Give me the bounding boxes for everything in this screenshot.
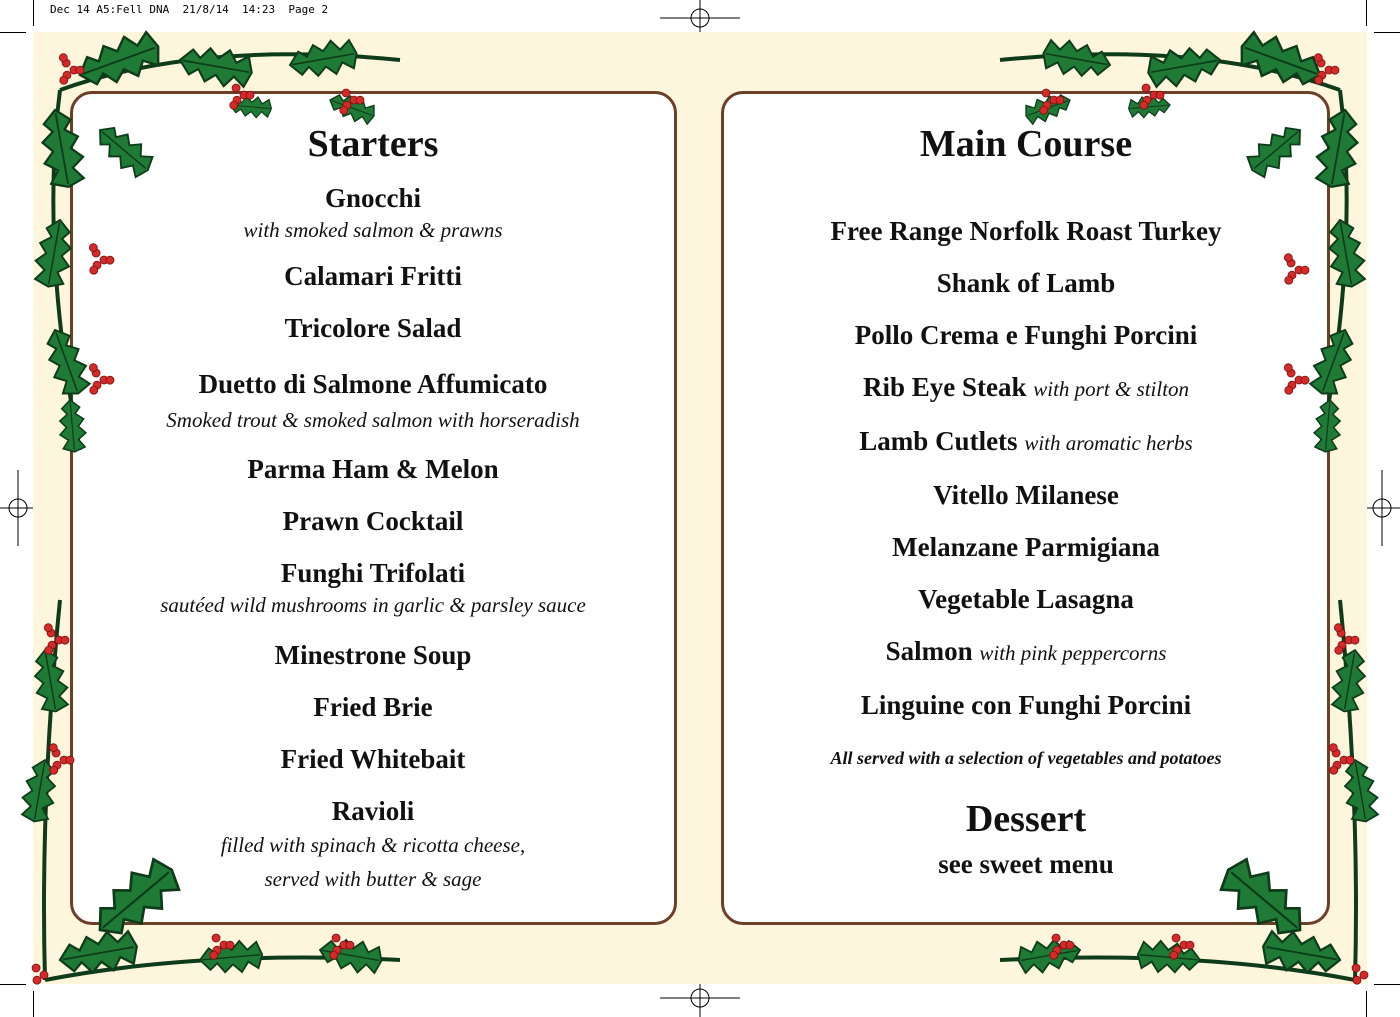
main-course-title: Main Course	[919, 123, 1133, 165]
holly-berry-icon	[356, 96, 364, 104]
menu-item-roast-turkey: Free Range Norfolk Roast Turkey	[830, 216, 1222, 246]
holly-berry-icon	[1172, 934, 1180, 942]
holly-berry-icon	[246, 91, 254, 99]
holly-berry-icon	[1351, 636, 1359, 644]
menu-item-minestrone-soup: Minestrone Soup	[274, 640, 472, 670]
menu-item-ravioli: Ravioli	[331, 796, 415, 826]
holly-leaf-icon	[1016, 935, 1083, 977]
holly-berry-icon	[1335, 646, 1343, 654]
holly-berry-icon	[232, 84, 240, 92]
holly-berry-icon	[1066, 941, 1074, 949]
holly-berry-icon	[40, 971, 48, 979]
menu-item-melanzane-parmigiana: Melanzane Parmigiana	[892, 532, 1160, 562]
holly-leaf-icon	[287, 37, 359, 82]
holly-berry-icon	[1331, 66, 1339, 74]
menu-item-gnocchi: Gnocchi	[324, 183, 421, 213]
holly-berry-icon	[332, 934, 340, 942]
menu-item-vegetable-lasagna: Vegetable Lasagna	[918, 584, 1134, 614]
holly-berry-icon	[1329, 744, 1337, 752]
holly-berry-icon	[76, 66, 84, 74]
holly-berry-icon	[330, 951, 338, 959]
holly-leaf-icon	[1235, 27, 1327, 95]
starters-title: Starters	[307, 123, 439, 165]
holly-leaf-icon	[30, 647, 72, 714]
holly-leaf-icon	[32, 217, 77, 289]
holly-berry-icon	[1170, 951, 1178, 959]
holly-leaf-icon	[73, 27, 165, 95]
holly-leaf-icon	[1323, 217, 1368, 289]
menu-item-duetto-di-salmone: Duetto di Salmone Affumicato	[198, 369, 548, 399]
menu-item-prawn-cocktail: Prawn Cocktail	[282, 506, 464, 536]
holly-berry-icon	[1315, 76, 1323, 84]
holly-berry-icon	[60, 76, 68, 84]
holly-berry-icon	[1353, 976, 1361, 984]
holly-berry-icon	[212, 934, 220, 942]
holly-berry-icon	[1142, 84, 1150, 92]
print-slug: Dec 14 A5:Fell DNA 21/8/14 14:23 Page 2	[50, 3, 329, 16]
holly-berry-icon	[50, 766, 58, 774]
holly-berry-icon	[49, 744, 57, 752]
holly-berry-icon	[346, 941, 354, 949]
holly-berry-icon	[1352, 964, 1360, 972]
menu-item-linguine: Linguine con Funghi Porcini	[860, 690, 1192, 720]
holly-leaf-icon	[1040, 37, 1112, 82]
holly-berry-icon	[1042, 89, 1050, 97]
holly-leaf-icon	[177, 42, 255, 90]
menu-item-fried-whitebait: Fried Whitebait	[280, 744, 466, 774]
holly-berry-icon	[1360, 971, 1368, 979]
menu-item-rib-eye-steak	[724, 370, 1328, 406]
holly-berry-icon	[61, 636, 69, 644]
holly-berry-icon	[33, 976, 41, 984]
holly-leaf-icon	[1145, 42, 1223, 90]
holly-berry-icon	[1040, 106, 1048, 114]
item-description: filled with spinach & ricotta cheese,	[220, 833, 526, 857]
menu-item-funghi-trifolati: Funghi Trifolati	[280, 558, 466, 588]
menu-item-salmon	[724, 634, 1328, 670]
item-description: with port & stilton	[1033, 377, 1190, 401]
menu-item-calamari-fritti: Calamari Fritti	[284, 261, 462, 291]
menu-item-fried-brie: Fried Brie	[313, 692, 433, 722]
holly-berry-icon	[59, 54, 67, 62]
item-description: Smoked trout & smoked salmon with horseradish	[166, 408, 580, 432]
holly-berry-icon	[1346, 756, 1354, 764]
item-name: Lamb Cutlets	[859, 426, 1018, 456]
item-name: Salmon	[885, 636, 973, 666]
menu-item-tricolore-salad: Tricolore Salad	[284, 313, 462, 343]
accompaniment-note: All served with a selection of vegetables and potatoes	[830, 748, 1222, 768]
holly-berry-icon	[1050, 951, 1058, 959]
menu-item-shank-of-lamb: Shank of Lamb	[936, 268, 1116, 298]
item-description: served with butter & sage	[264, 867, 482, 891]
item-name: Rib Eye Steak	[862, 372, 1027, 402]
holly-berry-icon	[230, 101, 238, 109]
holly-leaf-icon	[1329, 647, 1371, 714]
menu-item-vitello-milanese: Vitello Milanese	[933, 480, 1119, 510]
holly-leaf-icon	[1340, 757, 1382, 824]
holly-berry-icon	[1186, 941, 1194, 949]
item-description: with aromatic herbs	[1024, 431, 1193, 455]
holly-berry-icon	[226, 941, 234, 949]
holly-berry-icon	[45, 646, 53, 654]
dessert-note: see sweet menu	[938, 849, 1114, 879]
holly-berry-icon	[1052, 934, 1060, 942]
starters-section	[73, 120, 673, 894]
holly-berry-icon	[32, 964, 40, 972]
holly-berry-icon	[44, 624, 52, 632]
holly-berry-icon	[1330, 766, 1338, 774]
holly-berry-icon	[1314, 54, 1322, 62]
holly-berry-icon	[340, 106, 348, 114]
holly-berry-icon	[342, 89, 350, 97]
item-description: with pink peppercorns	[979, 641, 1167, 665]
holly-berry-icon	[1156, 91, 1164, 99]
dessert-title: Dessert	[965, 798, 1087, 840]
menu-item-parma-ham-melon: Parma Ham & Melon	[247, 454, 499, 484]
main-course-section	[724, 120, 1328, 881]
item-description: sautéed wild mushrooms in garlic & parsley sauce	[160, 593, 586, 617]
menu-item-pollo-crema: Pollo Crema e Funghi Porcini	[854, 320, 1198, 350]
menu-item-lamb-cutlets	[724, 424, 1328, 460]
holly-berry-icon	[1140, 101, 1148, 109]
holly-berry-icon	[210, 951, 218, 959]
holly-berry-icon	[1056, 96, 1064, 104]
holly-berry-icon	[1334, 624, 1342, 632]
item-description: with smoked salmon & prawns	[243, 218, 503, 242]
